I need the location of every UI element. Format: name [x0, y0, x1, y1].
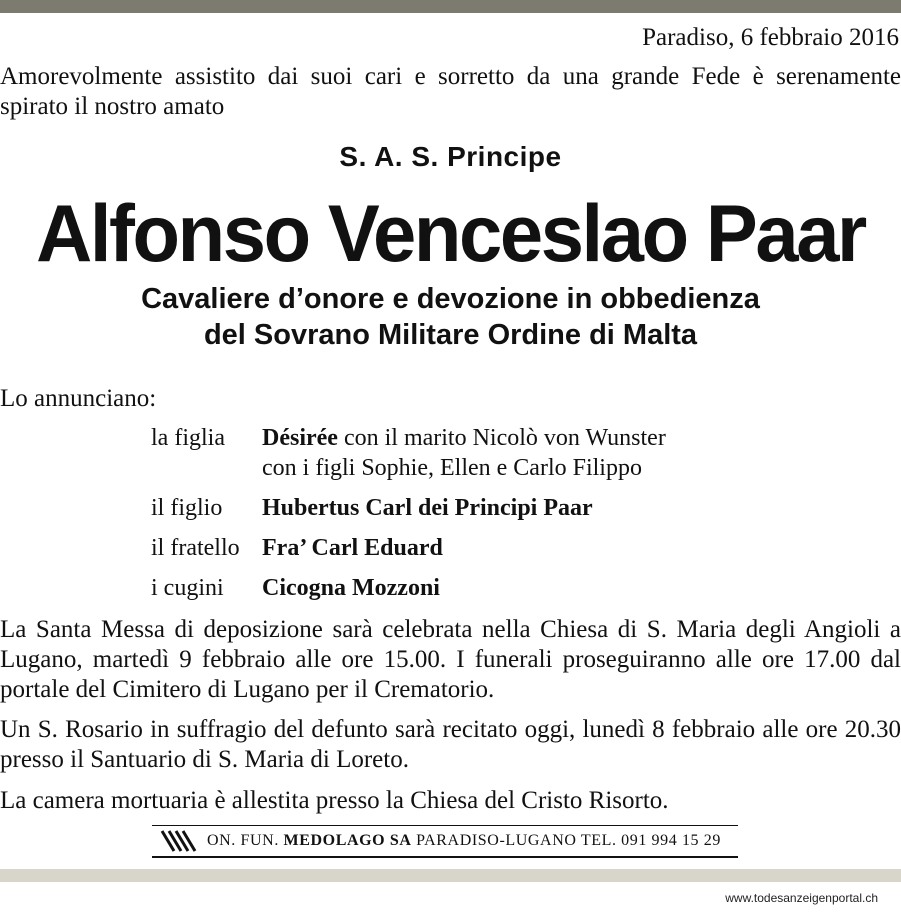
family-name-brother: Fra’ Carl Eduard: [262, 535, 443, 561]
order-title-line-2: del Sovrano Militare Ordine di Malta: [203, 319, 698, 351]
family-name-son: Hubertus Carl dei Principi Paar: [262, 495, 593, 521]
footer-tel: TEL. 091 994 15 29: [580, 832, 721, 849]
family-role-brother: il fratello: [151, 535, 240, 561]
honorific-title: S. A. S. Principe: [339, 141, 562, 172]
family-name-daughter: Désirée: [262, 425, 338, 451]
order-title-line-1: Cavaliere d’onore e devozione in obbedienza: [141, 283, 760, 315]
funeral-home-logo-icon: [160, 829, 200, 858]
chamber-paragraph: La camera mortuaria è allestita presso la Chiesa del Cristo Risorto.: [0, 787, 669, 814]
date-line: Paradiso, 6 febbraio 2016: [642, 24, 899, 51]
mass-paragraph: La Santa Messa di deposizione sarà celebrata nella Chiesa di S. Maria degli Angioli a Lugano, martedì 9 febbraio alle ore 15.00. I funerali proseguiranno alle ore 17.00 dal portale del Cimitero di Lugano per il Crematorio.: [0, 616, 901, 703]
family-role-daughter: la figlia: [151, 425, 225, 451]
footer-company: MEDOLAGO SA: [283, 832, 412, 849]
family-role-son: il figlio: [151, 495, 223, 521]
footer-rule-top: [152, 825, 738, 826]
family-detail-daughter: con il marito Nicolò von Wunster: [337, 425, 666, 451]
family-role-cousins: i cugini: [151, 575, 224, 601]
funeral-home-credit: [207, 832, 721, 850]
bottom-divider-bar: [0, 869, 901, 882]
top-divider-bar: [0, 0, 901, 13]
portal-url: www.todesanzeigenportal.ch: [725, 891, 878, 905]
footer-rule-bottom: [152, 856, 738, 858]
footer-prefix: ON. FUN.: [207, 832, 279, 849]
intro-text: Amorevolmente assistito dai suoi cari e sorretto da una grande Fede è serenamente spirato il nostro amato: [0, 63, 901, 120]
announce-label: Lo annunciano:: [0, 385, 157, 412]
family-detail-grandchildren: con i figli Sophie, Ellen e Carlo Filippo: [262, 455, 642, 481]
rosary-paragraph: Un S. Rosario in suffragio del defunto sarà recitato oggi, lunedì 8 febbraio alle ore 20.30 presso il Santuario di S. Maria di Loreto.: [0, 716, 901, 773]
footer-location: PARADISO-LUGANO: [416, 832, 577, 849]
deceased-name: Alfonso Venceslao Paar: [36, 189, 865, 279]
family-member-daughter: [262, 425, 666, 452]
family-name-cousins: Cicogna Mozzoni: [262, 575, 440, 601]
